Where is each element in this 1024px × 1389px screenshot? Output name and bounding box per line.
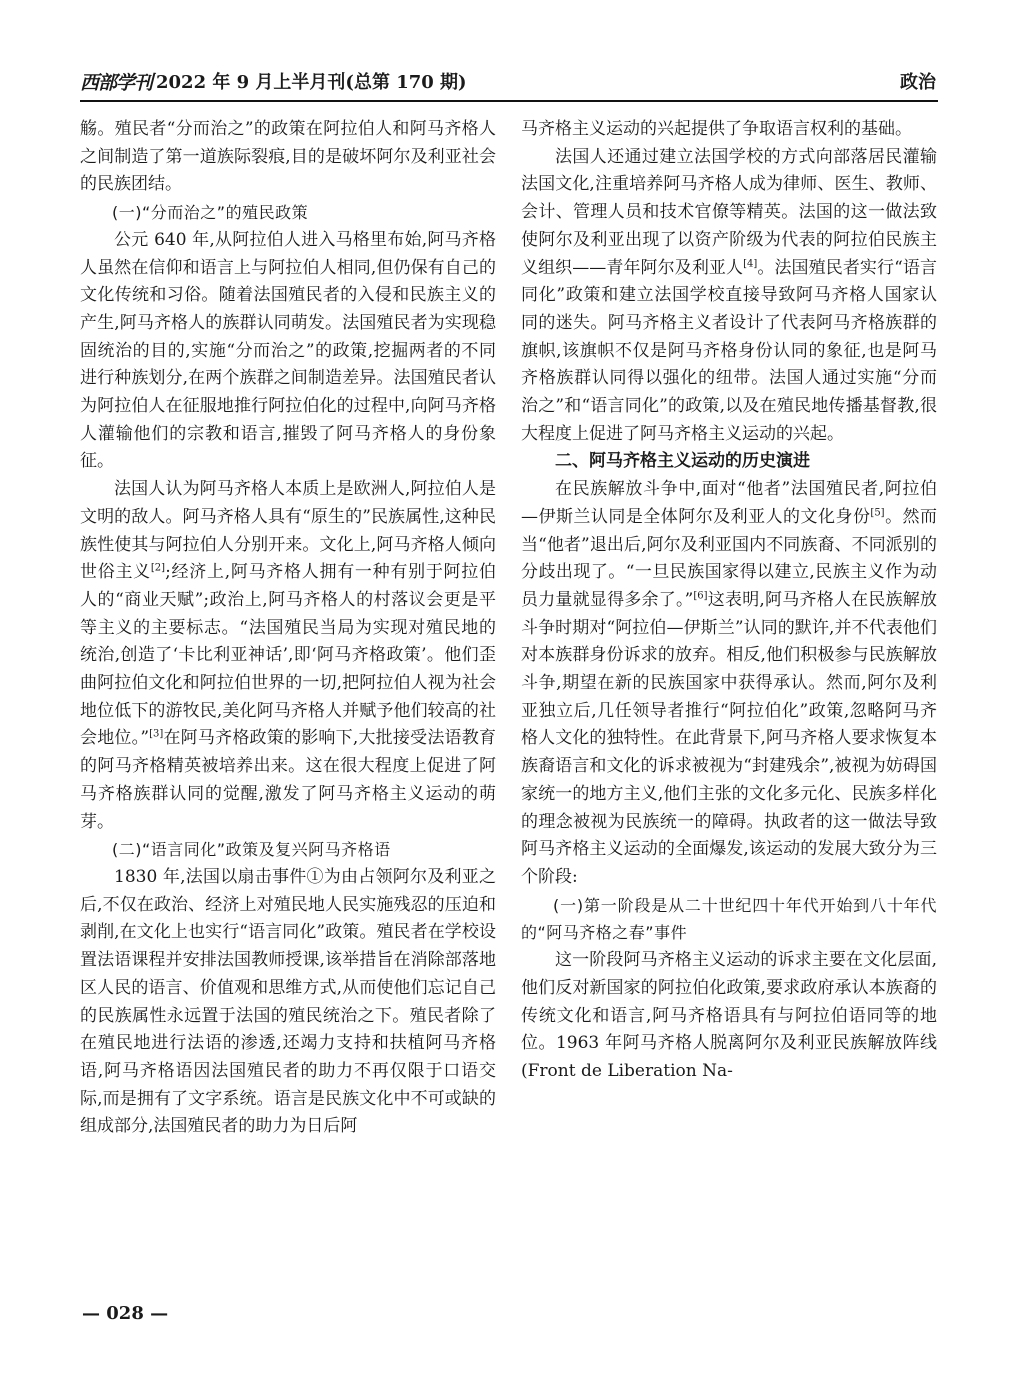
section-label: 政治 [900, 72, 936, 93]
right-column [521, 116, 937, 1086]
text-run: 这表明,阿马齐格人在民族解放斗争时期对“阿拉伯—伊斯兰”认同的默许,并不代表他们对本族群身份诉求的放弃。相反,他们积极参与民族解放斗争,期望在新的民族国家中获得承认。然而,阿尔及利亚独立后,几任领导者推行“阿拉伯化”政策,忽略阿马齐格人文化的独特性。在此背景下,阿马齐格人要求恢复本族裔语言和文化的诉求被视为“封建残余”,被视为妨碍国家统一的地方主义,他们主张的文化多元化、民族多样化的理念被视为民族统一的障碍。执政者的这一做法导致阿马齐格主义运动的全面爆发,该运动的发展大致分为三个阶段: [521, 589, 937, 887]
paragraph: 马齐格主义运动的兴起提供了争取语言权利的基础。 [521, 119, 912, 139]
citation-ref: [4] [743, 257, 758, 269]
text-run: 。然而当“他者”退出后,阿尔及利亚国内不同族裔、不同派别的分歧出现了。“一旦民族国家得以建立,民族主义作为动员力量就显得多余了。” [521, 506, 938, 610]
text-run: ;经济上,阿马齐格人拥有一种有别于阿拉伯人的“商业天赋”;政治上,阿马齐格人的村落议会更是平等主义的主要标志。“法国殖民当局为实现对殖民地的统治,创造了‘卡比利亚神话’,即‘阿马齐格政策’。他们歪曲阿拉伯文化和阿拉伯世界的一切,把阿拉伯人视为社会地位低下的游牧民,美化阿马齐格人并赋予他们较高的社会地位。” [80, 562, 496, 749]
journal-logo: 西部学刊 [80, 72, 153, 94]
subsection-heading: (一)第一阶段是从二十世纪四十年代开始到八十年代的“阿马齐格之春”事件 [521, 895, 937, 943]
page-number: — 028 — [82, 1303, 169, 1324]
text-run: 在民族解放斗争中,面对“他者”法国殖民者,阿拉伯—伊斯兰认同是全体阿尔及利亚人的文化身份 [521, 479, 937, 527]
citation-ref: [5] [870, 507, 885, 519]
subsection-heading: (一)“分而治之”的殖民政策 [112, 203, 309, 223]
left-column [80, 116, 496, 1141]
text-run: 在阿马齐格政策的影响下,大批接受法语教育的阿马齐格精英被培养出来。这在很大程度上促进了阿马齐格族群认同的觉醒,激发了阿马齐格主义运动的萌芽。 [80, 728, 496, 832]
paragraph: 这一阶段阿马齐格主义运动的诉求主要在文化层面,他们反对新国家的阿拉伯化政策,要求政府承认本族裔的传统文化和语言,阿马齐格语具有与阿拉伯语同等的地位。1963 年阿马齐格人脱离阿尔及利亚民族解放阵线(Front de Liberation Na- [521, 950, 937, 1081]
paragraph [521, 476, 937, 892]
text-run: 法国人认为阿马齐格人本质上是欧洲人,阿拉伯人是文明的敌人。阿马齐格人具有“原生的”民族属性,这种民族性使其与阿拉伯人分别开来。文化上,阿马齐格人倾向世俗主义 [80, 479, 496, 583]
text-run: 。法国殖民者实行“语言同化”政策和建立法国学校直接导致阿马齐格人国家认同的迷失。阿马齐格主义者设计了代表阿马齐格族群的旗帜,该旗帜不仅是阿马齐格身份认同的象征,也是阿马齐格族群认同得以强化的纽带。法国人通过实施“分而治之”和“语言同化”的政策,以及在殖民地传播基督教,很大程度上促进了阿马齐格主义运动的兴起。 [521, 257, 937, 444]
running-header [80, 64, 938, 102]
paragraph: 公元 640 年,从阿拉伯人进入马格里布始,阿马齐格人虽然在信仰和语言上与阿拉伯人相同,但仍保有自己的文化传统和习俗。随着法国殖民者的入侵和民族主义的产生,阿马齐格人的族群认同萌发。法国殖民者为实现稳固统治的目的,实施“分而治之”的政策,挖掘两者的不同进行种族划分,在两个族群之间制造差异。法国殖民者认为阿拉伯人在征服地推行阿拉伯化的过程中,向阿马齐格人灌输他们的宗教和语言,摧毁了阿马齐格人的身份象征。 [80, 229, 496, 472]
issue-info: 2022 年 9 月上半月刊(总第 170 期) [156, 72, 467, 93]
citation-ref: [6] [693, 590, 708, 602]
citation-ref: [2] [150, 562, 166, 574]
paragraph [521, 144, 937, 449]
paragraph [80, 476, 496, 836]
paragraph: 1830 年,法国以扇击事件①为由占领阿尔及利亚之后,不仅在政治、经济上对殖民地人民实施残忍的压迫和剥削,在文化上也实行“语言同化”政策。殖民者在学校设置法语课程并安排法国教师授课,该举措旨在消除部落地区人民的语言、价值观和思维方式,从而使他们忘记自己的民族属性永远置于法国的殖民统治之下。殖民者除了在殖民地进行法语的渗透,还竭力支持和扶植阿马齐格语,阿马齐格语因法国殖民者的助力不再仅限于口语交际,而是拥有了文字系统。语言是民族文化中不可或缺的组成部分,法国殖民者的助力为日后阿 [80, 866, 496, 1137]
text-run: 法国人还通过建立法国学校的方式向部落居民灌输法国文化,注重培养阿马齐格人成为律师、医生、教师、会计、管理人员和技术官僚等精英。法国的这一做法致使阿尔及利亚出现了以资产阶级为代表的阿拉伯民族主义组织——青年阿尔及利亚人 [521, 146, 937, 278]
subsection-heading: (二)“语言同化”政策及复兴阿马齐格语 [112, 840, 391, 860]
paragraph: 觞。殖民者“分而治之”的政策在阿拉伯人和阿马齐格人之间制造了第一道族际裂痕,目的是破坏阿尔及利亚社会的民族团结。 [80, 119, 496, 195]
citation-ref: [3] [149, 728, 164, 740]
section-heading: 二、阿马齐格主义运动的历史演进 [555, 451, 810, 472]
